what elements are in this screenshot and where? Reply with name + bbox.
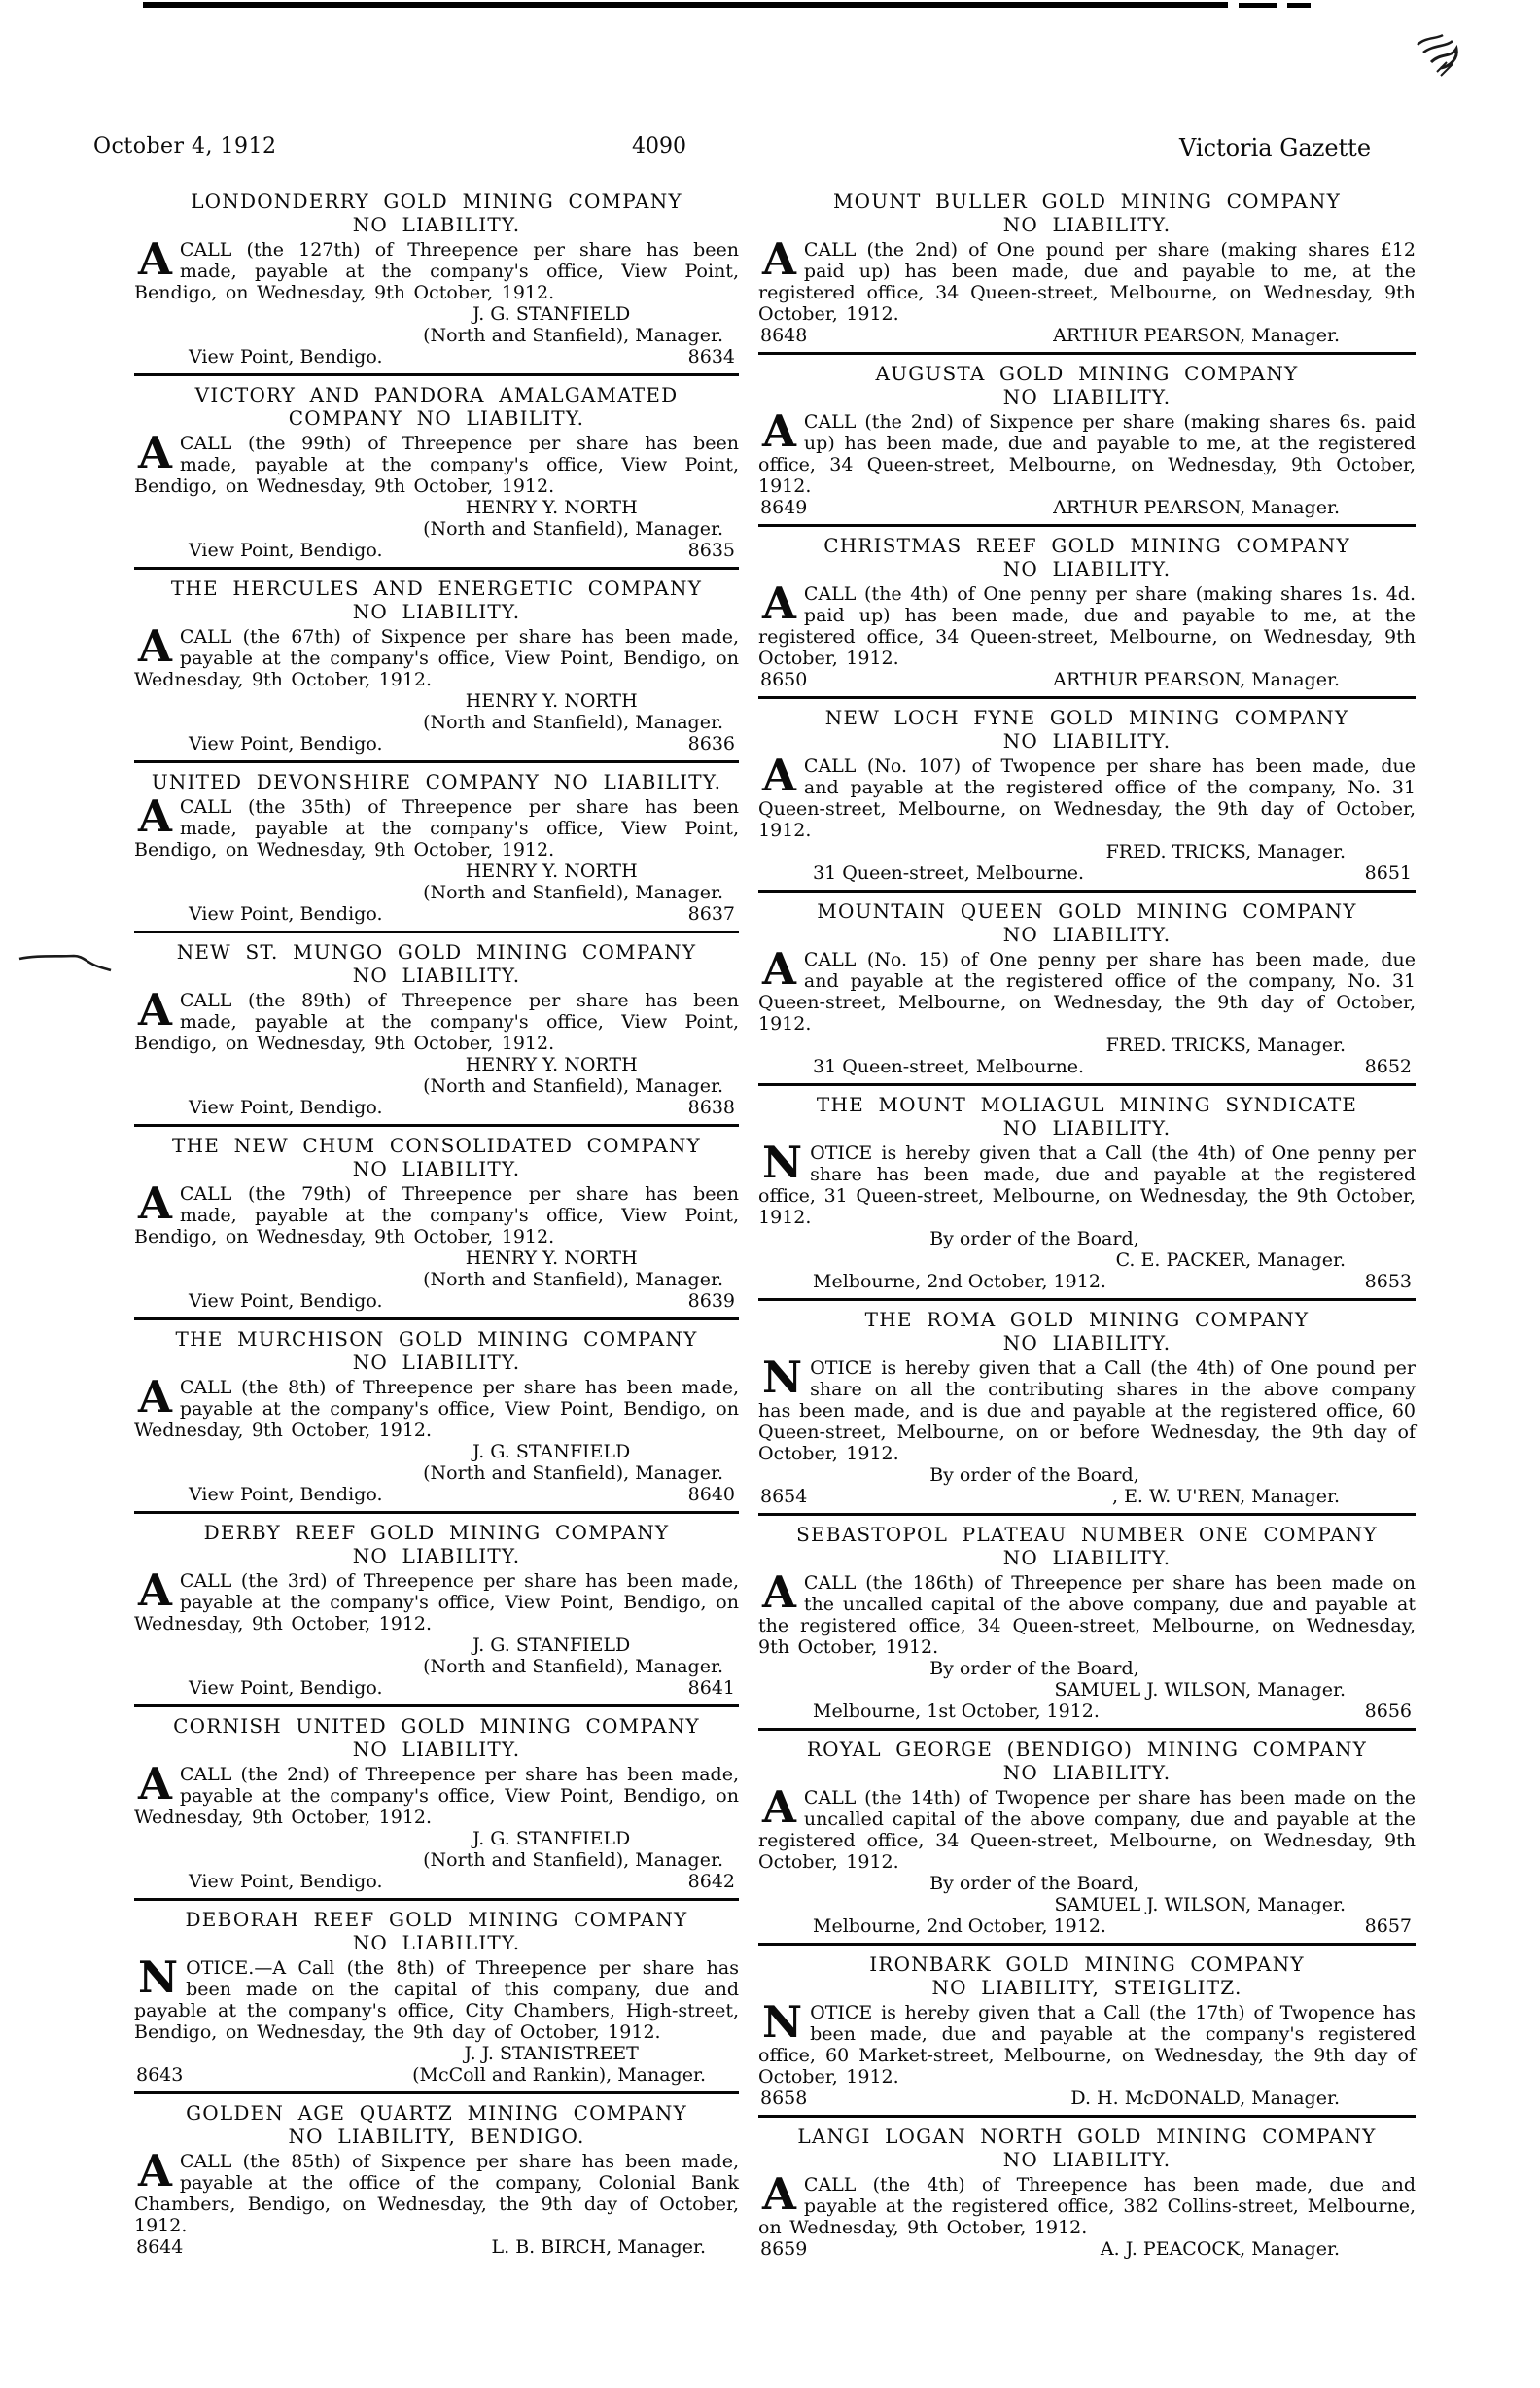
notice-title: [758, 1093, 1416, 1140]
manager-signature: (McColl and Rankin), Manager.: [412, 2064, 706, 2086]
notice-title: [134, 1714, 739, 1761]
notice-body: ACALL (No. 15) of One penny per share has been made, due and payable at the registered office of the company, No. 31 Queen-street, Melbourne, on Wednesday, the 9th day of October, 1912.: [758, 943, 1416, 1035]
firm-line: (North and Stanfield), Manager.: [423, 325, 723, 346]
notice-number: 8634: [687, 346, 735, 368]
notice-title-line: NO LIABILITY, BENDIGO.: [288, 2125, 585, 2148]
notice-title: [758, 706, 1416, 753]
drop-cap: A: [138, 233, 172, 285]
footer-line: [758, 669, 1416, 690]
column-left: [134, 183, 739, 2264]
notice: [758, 893, 1416, 1086]
notice-number: 8658: [760, 2088, 808, 2109]
drop-cap: A: [762, 405, 796, 457]
notice: [758, 183, 1416, 355]
notice: [134, 1707, 739, 1901]
notice: [758, 1301, 1416, 1516]
firm-line: (North and Stanfield), Manager.: [423, 1269, 723, 1290]
notice-body: NOTICE is hereby given that a Call (the 4th) of One pound per share on all the contributing shares in the above company has been made, and is due and payable at the registered office, 60 Queen-street, Melbourne, on or before Wednesday, the 9th day of October, 1912.: [758, 1352, 1416, 1464]
notice-title-line: NO LIABILITY.: [1002, 729, 1172, 753]
footer-left-text: Melbourne, 1st October, 1912.: [813, 1701, 1100, 1722]
signature-line: J. G. STANFIELD: [472, 303, 631, 325]
drop-cap: A: [762, 1566, 796, 1618]
notice-number: 8639: [687, 1290, 735, 1312]
notice-number: 8642: [687, 1871, 735, 1892]
by-order-line: By order of the Board,: [929, 1464, 1139, 1486]
header-date: October 4, 1912: [93, 134, 277, 158]
notice-body: ACALL (the 35th) of Threepence per share has been made, payable at the company's office, View Point, Bendigo, on Wednesday, 9th October, 1912.: [134, 790, 739, 860]
footer-line: [134, 733, 739, 755]
notice-title-line: MOUNT BULLER GOLD MINING COMPANY: [832, 190, 1342, 213]
notice: [134, 1514, 739, 1707]
footer-line: [758, 862, 1416, 884]
notice-number: 8656: [1364, 1701, 1412, 1722]
notice-title: [134, 577, 739, 623]
notice: [134, 1320, 739, 1514]
notice-title-line: NEW ST. MUNGO GOLD MINING COMPANY: [176, 940, 697, 964]
notice-title-line: GOLDEN AGE QUARTZ MINING COMPANY: [186, 2101, 687, 2125]
notice: [134, 933, 739, 1127]
firm-line: (North and Stanfield), Manager.: [423, 1075, 723, 1097]
footer-line: [134, 1677, 739, 1699]
notice: [134, 1127, 739, 1320]
notice-title-line: NO LIABILITY.: [352, 600, 521, 623]
notice: [758, 1946, 1416, 2118]
notice-number: 8637: [687, 903, 735, 925]
notice-body: ACALL (the 2nd) of Sixpence per share (making shares 6s. paid up) has been made, due and payable to me, at the registered office, 34 Queen-street, Melbourne, on Wednesday, 9th October, 1912.: [758, 405, 1416, 497]
handwritten-mark-top-right: [1408, 33, 1470, 91]
notice-body: ACALL (the 4th) of One penny per share (making shares 1s. 4d. paid up) has been made, due and payable to me, at the registered office, 34 Queen-street, Melbourne, on Wednesday, 9th October, 1912.: [758, 578, 1416, 669]
footer-line: [134, 1484, 739, 1505]
notice-title: [134, 1908, 739, 1954]
notice-title-line: IRONBARK GOLD MINING COMPANY: [869, 1952, 1305, 1976]
drop-cap: A: [138, 427, 172, 478]
notice-number: 8636: [687, 733, 735, 755]
handwritten-mark-left-margin: [18, 945, 115, 980]
notice-body: NOTICE.—A Call (the 8th) of Threepence per share has been made on the capital of this company, due and payable at the company's office, City Chambers, High-street, Bendigo, on Wednesday, the 9th day of October, 1912.: [134, 1951, 739, 2043]
notice-title-line: THE ROMA GOLD MINING COMPANY: [864, 1308, 1310, 1331]
notice-title-line: NO LIABILITY.: [1002, 1761, 1172, 1784]
notice-body: NOTICE is hereby given that a Call (the 17th) of Twopence has been made, due and payable at the company's registered office, 60 Market-street, Melbourne, on Wednesday, the 9th day of October, 1912.: [758, 1996, 1416, 2088]
drop-cap: A: [762, 943, 796, 995]
signature-line: HENRY Y. NORTH: [465, 860, 638, 882]
notice-title-line: NO LIABILITY.: [352, 213, 521, 236]
footer-left-text: View Point, Bendigo.: [189, 903, 383, 925]
notice-number: 8644: [136, 2236, 184, 2258]
footer-line: [134, 2236, 739, 2258]
firm-line: SAMUEL J. WILSON, Manager.: [1054, 1894, 1346, 1915]
footer-line: [134, 1097, 739, 1118]
notice-title-line: NO LIABILITY.: [1002, 385, 1172, 408]
notice-title: [134, 770, 739, 793]
notice-number: 8638: [687, 1097, 735, 1118]
notice-title: [758, 1308, 1416, 1354]
drop-cap: A: [138, 1177, 172, 1229]
footer-line: [758, 1271, 1416, 1292]
drop-cap: A: [762, 2168, 796, 2220]
drop-cap: A: [762, 233, 796, 285]
notice: [758, 699, 1416, 893]
footer-line: [134, 540, 739, 561]
drop-cap: N: [138, 1951, 179, 2003]
notice-title-line: NO LIABILITY.: [352, 1544, 521, 1567]
footer-line: [134, 346, 739, 368]
notice-number: 8652: [1364, 1056, 1412, 1077]
drop-cap: A: [762, 578, 796, 629]
firm-line: C. E. PACKER, Manager.: [1115, 1249, 1346, 1271]
notice: [134, 570, 739, 763]
notice-title-line: NO LIABILITY.: [1002, 557, 1172, 580]
notice-title-line: LONDONDERRY GOLD MINING COMPANY: [191, 190, 682, 213]
notice-title-line: NO LIABILITY.: [1002, 1331, 1172, 1354]
notice-title-line: LANGI LOGAN NORTH GOLD MINING COMPANY: [797, 2125, 1377, 2148]
notice-number: 8651: [1364, 862, 1412, 884]
notice: [134, 376, 739, 570]
notice-title-line: UNITED DEVONSHIRE COMPANY NO LIABILITY.: [151, 770, 722, 793]
notice-title-line: NO LIABILITY.: [352, 1931, 521, 1954]
firm-line: (North and Stanfield), Manager.: [423, 518, 723, 540]
drop-cap: A: [762, 1781, 796, 1833]
notice-title-line: NO LIABILITY, STEIGLITZ.: [931, 1976, 1242, 1999]
notice-body: ACALL (the 2nd) of One pound per share (making shares £12 paid up) has been made, due and payable to me, at the registered office, 34 Queen-street, Melbourne, on Wednesday, 9th October, 1912.: [758, 233, 1416, 325]
column-right: [758, 183, 1416, 2265]
manager-signature: A. J. PEACOCK, Manager.: [1100, 2238, 1340, 2260]
footer-left-text: Melbourne, 2nd October, 1912.: [813, 1271, 1106, 1292]
drop-cap: A: [138, 1758, 172, 1809]
footer-left-text: 31 Queen-street, Melbourne.: [813, 862, 1085, 884]
firm-line: FRED. TRICKS, Manager.: [1105, 841, 1346, 862]
notice-title: [758, 362, 1416, 408]
footer-left-text: View Point, Bendigo.: [189, 1097, 383, 1118]
notice-title-line: NO LIABILITY.: [352, 1738, 521, 1761]
notice: [758, 1086, 1416, 1301]
top-rule: [143, 2, 1228, 8]
notice-number: 8643: [136, 2064, 184, 2086]
firm-line: SAMUEL J. WILSON, Manager.: [1054, 1679, 1346, 1701]
notice-title-line: CORNISH UNITED GOLD MINING COMPANY: [173, 1714, 700, 1738]
notice-title: [758, 1952, 1416, 1999]
by-order-line: By order of the Board,: [929, 1228, 1139, 1249]
footer-left-text: View Point, Bendigo.: [189, 1290, 383, 1312]
footer-line: [758, 1486, 1416, 1507]
footer-line: [134, 1871, 739, 1892]
notice-title-line: VICTORY AND PANDORA AMALGAMATED: [194, 383, 679, 406]
notice-title-line: NO LIABILITY.: [1002, 2148, 1172, 2171]
notice-title: [134, 2101, 739, 2148]
footer-line: [134, 903, 739, 925]
signature-line: J. G. STANFIELD: [472, 1828, 631, 1849]
notice-body: ACALL (the 89th) of Threepence per share has been made, payable at the company's office, View Point, Bendigo, on Wednesday, 9th October, 1912.: [134, 984, 739, 1054]
notice-title-line: ROYAL GEORGE (BENDIGO) MINING COMPANY: [806, 1738, 1368, 1761]
by-order-line: By order of the Board,: [929, 1658, 1139, 1679]
footer-line: [758, 2088, 1416, 2109]
notice-title-line: THE HERCULES AND ENERGETIC COMPANY: [170, 577, 703, 600]
notice-title-line: NO LIABILITY.: [1002, 1546, 1172, 1569]
notice-body: ACALL (the 14th) of Twopence per share has been made on the uncalled capital of the above company, due and payable at the registered office, 34 Queen-street, Melbourne, on Wednesday, 9th October, 1912.: [758, 1781, 1416, 1873]
signature-line: HENRY Y. NORTH: [465, 1247, 638, 1269]
notice-body: ACALL (the 79th) of Threepence per share has been made, payable at the company's office, View Point, Bendigo, on Wednesday, 9th October, 1912.: [134, 1177, 739, 1247]
notice-body: ACALL (the 2nd) of Threepence per share has been made, payable at the company's office, View Point, Bendigo, on Wednesday, 9th October, 1912.: [134, 1758, 739, 1828]
notice-title: [134, 190, 739, 236]
notice-title: [758, 899, 1416, 946]
notice-title: [134, 1327, 739, 1374]
notice-title: [758, 2125, 1416, 2171]
footer-left-text: View Point, Bendigo.: [189, 540, 383, 561]
notice-title: [758, 1738, 1416, 1784]
drop-cap: A: [138, 2145, 172, 2196]
drop-cap: N: [762, 1996, 803, 2048]
drop-cap: A: [138, 1371, 172, 1422]
manager-signature: ARTHUR PEARSON, Manager.: [1053, 325, 1340, 346]
footer-left-text: Melbourne, 2nd October, 1912.: [813, 1915, 1106, 1937]
manager-signature: ARTHUR PEARSON, Manager.: [1053, 497, 1340, 518]
notice-title-line: CHRISTMAS REEF GOLD MINING COMPANY: [823, 534, 1350, 557]
notice-title-line: COMPANY NO LIABILITY.: [288, 406, 585, 430]
footer-line: [758, 497, 1416, 518]
notice-number: 8657: [1364, 1915, 1412, 1937]
drop-cap: A: [138, 1564, 172, 1616]
notice-body: ACALL (the 4th) of Threepence has been made, due and payable at the registered office, 382 Collins-street, Melbourne, on Wednesday, 9th October, 1912.: [758, 2168, 1416, 2238]
top-rule-dash: [1287, 3, 1311, 8]
notice-body: ACALL (the 99th) of Threepence per share has been made, payable at the company's office, View Point, Bendigo, on Wednesday, 9th October, 1912.: [134, 427, 739, 497]
notice-title-line: NEW LOCH FYNE GOLD MINING COMPANY: [824, 706, 1349, 729]
notice-title-line: MOUNTAIN QUEEN GOLD MINING COMPANY: [817, 899, 1357, 923]
signature-line: J. G. STANFIELD: [472, 1634, 631, 1656]
firm-line: (North and Stanfield), Manager.: [423, 1849, 723, 1871]
notice: [134, 1901, 739, 2094]
notice-body: ACALL (the 186th) of Threepence per share has been made on the uncalled capital of the above company, due and payable at the registered office, 34 Queen-street, Melbourne, on Wednesday, 9th October, 1912.: [758, 1566, 1416, 1658]
drop-cap: A: [762, 750, 796, 801]
footer-left-text: View Point, Bendigo.: [189, 733, 383, 755]
notice-number: 8654: [760, 1486, 808, 1507]
notice-number: 8650: [760, 669, 808, 690]
notice-title-line: DERBY REEF GOLD MINING COMPANY: [203, 1521, 670, 1544]
notice-title-line: NO LIABILITY.: [1002, 1116, 1172, 1140]
top-rule-dash: [1239, 3, 1278, 8]
notice: [758, 1516, 1416, 1731]
drop-cap: A: [138, 984, 172, 1036]
notice-title: [758, 190, 1416, 236]
firm-line: (North and Stanfield), Manager.: [423, 1462, 723, 1484]
header-page-number: 4090: [632, 134, 686, 158]
footer-left-text: View Point, Bendigo.: [189, 1484, 383, 1505]
notice-title-line: NO LIABILITY.: [352, 1157, 521, 1180]
notice-number: 8659: [760, 2238, 808, 2260]
footer-line: [758, 2238, 1416, 2260]
notice-body: NOTICE is hereby given that a Call (the 4th) of One penny per share has been made, due and payable at the registered office, 31 Queen-street, Melbourne, on Wednesday, the 9th October, 1912.: [758, 1137, 1416, 1228]
signature-line: J. J. STANISTREET: [464, 2043, 639, 2064]
firm-line: (North and Stanfield), Manager.: [423, 712, 723, 733]
notice: [134, 763, 739, 933]
manager-signature: L. B. BIRCH, Manager.: [491, 2236, 706, 2258]
notice-body: ACALL (the 127th) of Threepence per share has been made, payable at the company's office, View Point, Bendigo, on Wednesday, 9th October, 1912.: [134, 233, 739, 303]
notice-title: [758, 534, 1416, 580]
notice-title-line: THE MOUNT MOLIAGUL MINING SYNDICATE: [816, 1093, 1358, 1116]
notice-title-line: NO LIABILITY.: [1002, 213, 1172, 236]
notice-title-line: AUGUSTA GOLD MINING COMPANY: [875, 362, 1299, 385]
notice-title-line: THE NEW CHUM CONSOLIDATED COMPANY: [172, 1134, 701, 1157]
footer-line: [758, 1701, 1416, 1722]
footer-left-text: View Point, Bendigo.: [189, 346, 383, 368]
notice-title-line: NO LIABILITY.: [1002, 923, 1172, 946]
footer-left-text: View Point, Bendigo.: [189, 1677, 383, 1699]
drop-cap: A: [138, 620, 172, 672]
notice-title-line: DEBORAH REEF GOLD MINING COMPANY: [185, 1908, 688, 1931]
notice-number: 8653: [1364, 1271, 1412, 1292]
notice-number: 8635: [687, 540, 735, 561]
notice-body: ACALL (No. 107) of Twopence per share has been made, due and payable at the registered office of the company, No. 31 Queen-street, Melbourne, on Wednesday, the 9th day of October, 1912.: [758, 750, 1416, 841]
footer-line: [134, 2064, 739, 2086]
notice-body: ACALL (the 67th) of Sixpence per share has been made, payable at the company's office, View Point, Bendigo, on Wednesday, 9th October, 1912.: [134, 620, 739, 690]
notice: [134, 2094, 739, 2264]
footer-left-text: 31 Queen-street, Melbourne.: [813, 1056, 1085, 1077]
firm-line: FRED. TRICKS, Manager.: [1105, 1035, 1346, 1056]
manager-signature: D. H. McDONALD, Manager.: [1070, 2088, 1340, 2109]
drop-cap: N: [762, 1352, 803, 1403]
by-order-line: By order of the Board,: [929, 1873, 1139, 1894]
firm-line: (North and Stanfield), Manager.: [423, 1656, 723, 1677]
notice-body: ACALL (the 85th) of Sixpence per share has been made, payable at the office of the company, Colonial Bank Chambers, Bendigo, on Wednesday, the 9th day of October, 1912.: [134, 2145, 739, 2236]
notice: [758, 527, 1416, 699]
manager-signature: , E. W. U'REN, Manager.: [1111, 1486, 1340, 1507]
notice: [134, 183, 739, 376]
manager-signature: ARTHUR PEARSON, Manager.: [1053, 669, 1340, 690]
notice-title-line: THE MURCHISON GOLD MINING COMPANY: [175, 1327, 698, 1351]
notice-title: [758, 1523, 1416, 1569]
signature-line: HENRY Y. NORTH: [465, 1054, 638, 1075]
notice-body: ACALL (the 3rd) of Threepence per share has been made, payable at the company's office, View Point, Bendigo, on Wednesday, 9th October, 1912.: [134, 1564, 739, 1634]
footer-line: [758, 1915, 1416, 1937]
notice: [758, 2118, 1416, 2265]
notice-title: [134, 383, 739, 430]
notice-title: [134, 1134, 739, 1180]
drop-cap: N: [762, 1137, 803, 1188]
notice-title-line: NO LIABILITY.: [352, 1351, 521, 1374]
notice-title: [134, 940, 739, 987]
notice-title-line: SEBASTOPOL PLATEAU NUMBER ONE COMPANY: [796, 1523, 1378, 1546]
drop-cap: A: [138, 790, 172, 842]
notice-number: 8641: [687, 1677, 735, 1699]
footer-left-text: View Point, Bendigo.: [189, 1871, 383, 1892]
notice-number: 8649: [760, 497, 808, 518]
firm-line: (North and Stanfield), Manager.: [423, 882, 723, 903]
notice: [758, 355, 1416, 527]
footer-line: [758, 1056, 1416, 1077]
notice-title-line: NO LIABILITY.: [352, 964, 521, 987]
signature-line: HENRY Y. NORTH: [465, 690, 638, 712]
notice-number: 8648: [760, 325, 808, 346]
notice-body: ACALL (the 8th) of Threepence per share has been made, payable at the company's office, View Point, Bendigo, on Wednesday, 9th October, 1912.: [134, 1371, 739, 1441]
notice: [758, 1731, 1416, 1946]
signature-line: HENRY Y. NORTH: [465, 497, 638, 518]
notice-number: 8640: [687, 1484, 735, 1505]
footer-line: [758, 325, 1416, 346]
notice-title: [134, 1521, 739, 1567]
footer-line: [134, 1290, 739, 1312]
signature-line: J. G. STANFIELD: [472, 1441, 631, 1462]
header-publication-title: Victoria Gazette: [1179, 134, 1372, 161]
